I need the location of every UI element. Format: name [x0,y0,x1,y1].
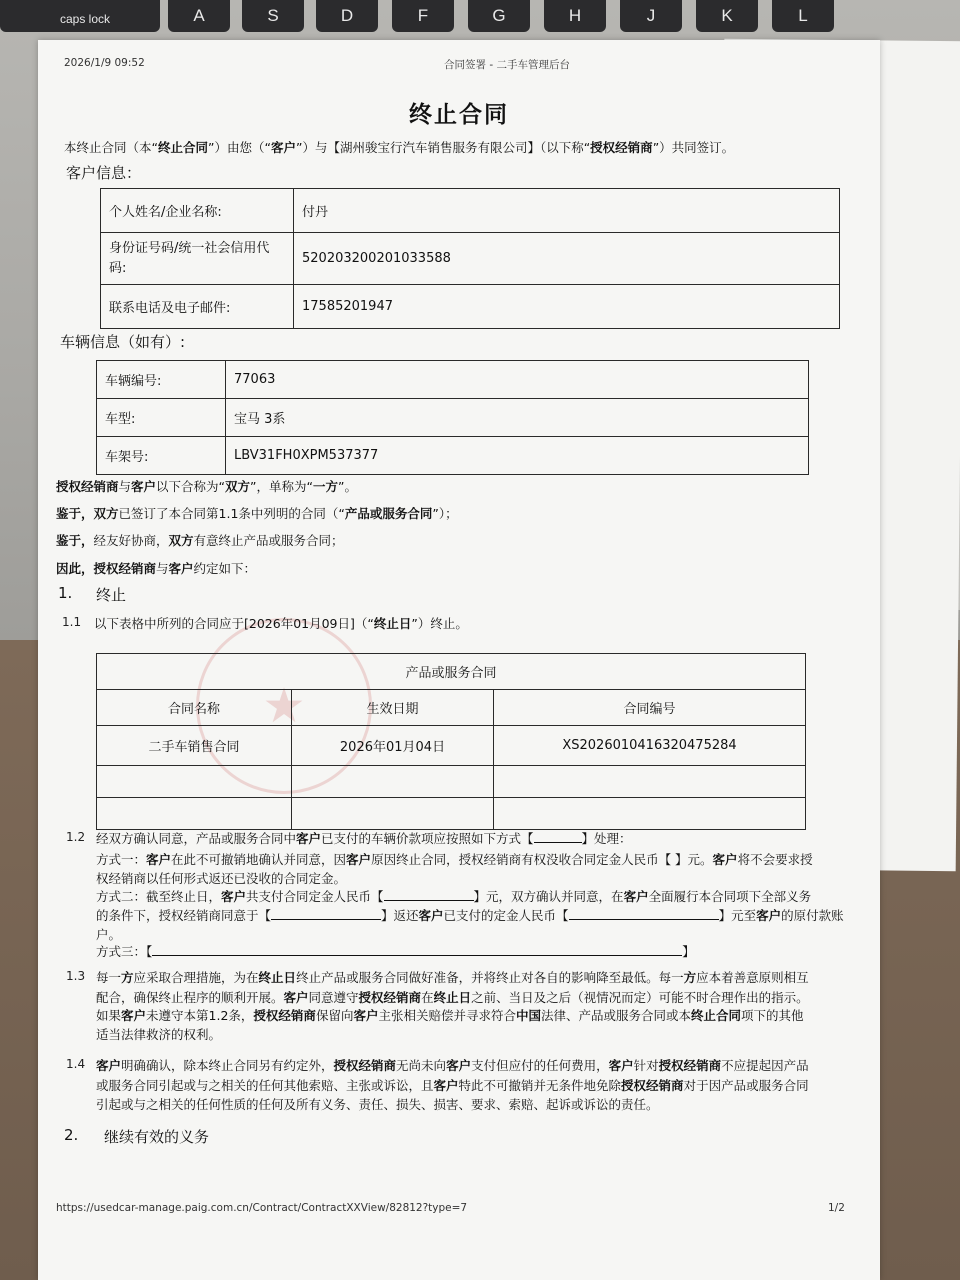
table-row [97,361,809,399]
clause-1-1-text: 以下表格中所列的合同应于[2026年01月09日]（“终止日”）终止。 [94,616,468,631]
clause-1-3-line-1: 每一方应采取合理措施，为在终止日终止产品或服务合同做好准备，并将终止对各自的影响降至最低。每一方应本着善意原则相互 [96,970,809,985]
key-l: L [772,0,834,32]
table-row [101,189,840,233]
clause-1-2-method-2: 方式二：截至终止日，客户共支付合同定金人民币【 】元，双方确认并同意，在客户全面履行本合同项下全部义务 [96,889,812,904]
table-row [97,690,806,726]
vehicle-model-value: 宝马 3系 [226,399,809,437]
key-d: D [316,0,378,32]
table-row [97,654,806,690]
vehicle-vin-label: 车架号: [97,437,226,475]
table-row [97,726,806,766]
key-s: S [242,0,304,32]
terminated-contracts-table [96,653,806,830]
customer-info-table [100,188,840,329]
print-url: https://usedcar-manage.paig.com.cn/Contract/ContractXXView/82812?type=7 [56,1202,468,1214]
clause-1-4-line-1: 客户明确确认，除本终止合同另有约定外，授权经销商无尚未向客户支付但应付的任何费用，客户针对授权经销商不应提起因产品 [96,1058,809,1073]
cell-contract-name: 二手车销售合同 [97,726,292,766]
keyboard-row [0,0,960,44]
document-title: 终止合同 [409,102,509,128]
print-page-title: 合同签署 - 二手车管理后台 [444,59,570,71]
customer-id-value: 520203200201033588 [294,233,840,285]
clause-1-2-method-2-end: 户。 [96,927,122,942]
cell-effective-date: 2026年01月04日 [292,726,494,766]
vehicle-number-value: 77063 [226,361,809,399]
customer-contact-value: 17585201947 [294,285,840,329]
caps-lock-key: caps lock [0,0,160,32]
clause-1-4-line-2: 或服务合同引起或与之相关的任何其他索赔、主张或诉讼，且客户特此不可撤销并无条件地免除授权经销商对于因产品或服务合同 [96,1078,809,1093]
print-page-number: 1/2 [828,1202,845,1214]
section-2-title: 继续有效的义务 [104,1128,210,1146]
clause-1-3-number: 1.3 [66,969,86,983]
section-1-title: 终止 [96,586,127,604]
clause-1-1-number: 1.1 [62,615,82,629]
customer-id-label: 身份证号码/统一社会信用代码: [101,233,294,285]
clause-1-4-line-3: 引起或与之相关的任何性质的任何及所有义务、责任、损失、损害、要求、索赔、起诉或诉讼的责任。 [96,1097,659,1112]
customer-name-value: 付丹 [294,189,840,233]
vehicle-vin-value: LBV31FH0XPM537377 [226,437,809,475]
vehicle-info-table [96,360,809,475]
cell-contract-number: XS2026010416320475284 [494,726,806,766]
key-f: F [392,0,454,32]
clause-1-2-line-1: 经双方确认同意，产品或服务合同中客户已支付的车辆价款项应按照如下方式【 】处理： [96,831,632,846]
table-row [97,399,809,437]
key-h: H [544,0,606,32]
customer-name-label: 个人姓名/企业名称: [101,189,294,233]
clause-1-2-method-3: 方式三：【 】 [96,944,695,959]
clause-1-3-line-4: 适当法律救济的权利。 [96,1027,222,1042]
table-row [101,285,840,329]
key-j: J [620,0,682,32]
clause-1-2-method-1-cont: 权经销商以任何形式返还已没收的合同定金。 [96,871,347,886]
table-header: 产品或服务合同 [97,654,806,690]
preamble-whereas-2: 鉴于，经友好协商，双方有意终止产品或服务合同； [56,533,344,548]
seal-star-icon: ★ [262,678,306,734]
preamble-therefore: 因此，授权经销商与客户约定如下： [56,561,257,576]
col-effective-date: 生效日期 [292,690,494,726]
section-2-number: 2. [64,1126,79,1144]
table-row [101,233,840,285]
table-row [97,766,806,798]
clause-1-4-number: 1.4 [66,1057,86,1071]
col-contract-number: 合同编号 [494,690,806,726]
clause-1-2-number: 1.2 [66,830,86,844]
customer-info-heading: 客户信息： [66,164,142,182]
preamble-whereas-1: 鉴于，双方已签订了本合同第1.1条中列明的合同（“产品或服务合同”）； [56,506,458,521]
vehicle-number-label: 车辆编号: [97,361,226,399]
vehicle-info-heading: 车辆信息（如有）: [60,333,186,351]
clause-1-2-method-2-cont: 的条件下，授权经销商同意于【 】返还客户已支付的定金人民币【 】元至客户的原付款账 [96,908,844,923]
table-row [97,798,806,830]
clause-1-3-line-2: 配合，确保终止程序的顺利开展。客户同意遵守授权经销商在终止日之前、当日及之后（视情况而定）可能不时合理作出的指示。 [96,990,809,1005]
intro-paragraph: 本终止合同（本“终止合同”）由您（“客户”）与【湖州骏宝行汽车销售服务有限公司】（以下称“授权经销商”）共同签订。 [64,140,735,155]
customer-contact-label: 联系电话及电子邮件: [101,285,294,329]
key-a: A [168,0,230,32]
clause-1-3-line-3: 如果客户未遵守本第1.2条，授权经销商保留向客户主张相关赔偿并寻求符合中国法律、产品或服务合同或本终止合同项下的其他 [96,1008,804,1023]
preamble-parties: 授权经销商与客户以下合称为“双方”，单称为“一方”。 [56,479,357,494]
clause-1-2-method-1: 方式一：客户在此不可撤销地确认并同意，因客户原因终止合同，授权经销商有权没收合同定金人民币【 】元。客户将不会要求授 [96,852,813,867]
section-1-number: 1. [58,584,73,602]
key-g: G [468,0,530,32]
print-datetime: 2026/1/9 09:52 [64,57,145,69]
contract-paper [38,40,880,1280]
key-k: K [696,0,758,32]
table-row [97,437,809,475]
col-contract-name: 合同名称 [97,690,292,726]
vehicle-model-label: 车型: [97,399,226,437]
